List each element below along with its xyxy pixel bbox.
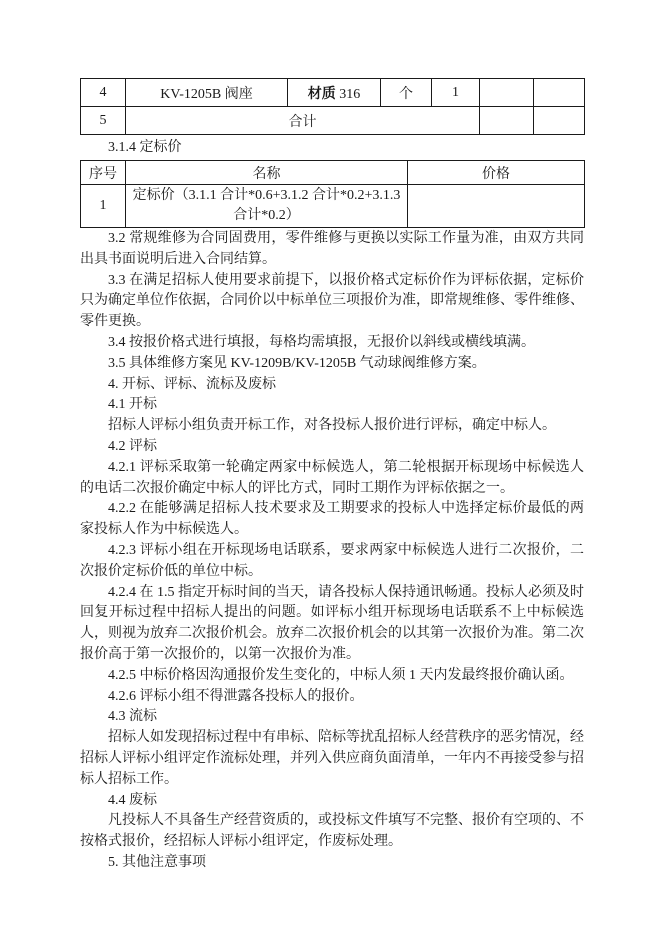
- fixed-price-table: [80, 160, 585, 228]
- paragraph-4-2-3: 4.2.3 评标小组在开标现场电话联系，要求两家中标候选人进行二次报价，二次报价定标价低的单位中标。: [80, 542, 584, 579]
- price-header-seq: 序号: [81, 161, 126, 185]
- document-content: [80, 78, 584, 874]
- heading-5: 5. 其他注意事项: [108, 854, 206, 870]
- heading-4: 4. 开标、评标、流标及废标: [108, 376, 276, 392]
- body-text: [80, 229, 584, 874]
- heading-4-1: 4.1 开标: [108, 397, 157, 413]
- price-header-name: 名称: [126, 161, 408, 185]
- total-seq: 5: [81, 107, 126, 135]
- items-table-row-4: [81, 79, 585, 107]
- total-price-cell-empty: [480, 107, 534, 135]
- paragraph-3-2: 3.2 常规维修为合同固费用，零件维修与更换以实际工作量为准，由双方共同出具书面说明后进入合同结算。: [80, 231, 584, 267]
- total-sum-cell-empty: [534, 107, 585, 135]
- paragraph-4-2-6: 4.2.6 评标小组不得泄露各投标人的报价。: [108, 688, 364, 704]
- price-row-formula: 定标价（3.1.1 合计*0.6+3.1.2 合计*0.2+3.1.3 合计*0.2）: [126, 185, 408, 228]
- items-table: [80, 78, 585, 135]
- heading-3-1-4: 3.1.4 定标价: [108, 140, 182, 155]
- heading-4-2: 4.2 评标: [108, 438, 157, 454]
- paragraph-3-4: 3.4 按报价格式进行填报，每格均需填报，无报价以斜线或横线填满。: [108, 334, 535, 350]
- item-total-cell-empty: [534, 79, 585, 107]
- paragraph-3-3: 3.3 在满足招标人使用要求前提下，以报价格式定标价作为评标依据，定标价只为确定单位作依据，合同价以中标单位三项报价为准，即常规维修、零件维修、零件更换。: [80, 272, 584, 330]
- items-table-row-total: [81, 107, 585, 135]
- item-spec-label: 材质: [307, 84, 336, 101]
- heading-4-3: 4.3 流标: [108, 709, 157, 725]
- paragraph-3-5: 3.5 具体维修方案见 KV-1209B/KV-1205B 气动球阀维修方案。: [108, 355, 486, 371]
- paragraph-4-2-4: 4.2.4 在 1.5 指定开标时间的当天，请各投标人保持通讯畅通。投标人必须及时回复开标过程中招标人提出的问题。如评标小组开标现场电话联系不上中标候选人，则视为放弃二次报价机会。放弃二次报价机会的以其第一次报价为准。第二次报价高于第一次报价的，以第一次报价为准。: [80, 584, 584, 662]
- total-label-cell: 合计: [126, 107, 480, 135]
- item-qty: 1: [432, 79, 480, 107]
- paragraph-4-4: 凡投标人不具备生产经营资质的，或投标文件填写不完整、报价有空项的、不按格式报价，经招标人评标小组评定，作废标处理。: [80, 813, 584, 850]
- paragraph-4-2-1: 4.2.1 评标采取第一轮确定两家中标候选人，第二轮根据开标现场中标候选人的电话二次报价确定中标人的评比方式，同时工期作为评标依据之一。: [80, 459, 584, 496]
- item-spec-value: 316: [339, 86, 361, 102]
- price-table-row-1: [81, 185, 585, 228]
- item-price-cell-empty: [480, 79, 534, 107]
- item-spec: [288, 79, 381, 107]
- paragraph-4-2-2: 4.2.2 在能够满足招标人技术要求及工期要求的投标人中选择定标价最低的两家投标人作为中标候选人。: [80, 501, 584, 538]
- item-name: KV-1205B 阀座: [126, 79, 288, 107]
- price-table-header-row: [81, 161, 585, 185]
- paragraph-4-3: 招标人如发现招标过程中有串标、陪标等扰乱招标人经营秩序的恶劣情况，经招标人评标小组评定作流标处理，并列入供应商负面清单，一年内不再接受参与招标人招标工作。: [80, 730, 584, 787]
- item-seq: 4: [81, 79, 126, 107]
- item-unit: 个: [381, 79, 432, 107]
- price-row-seq: 1: [81, 185, 126, 228]
- price-header-price: 价格: [408, 161, 585, 185]
- paragraph-4-2-5: 4.2.5 中标价格因沟通报价发生变化的，中标人须 1 天内发最终报价确认函。: [108, 667, 574, 683]
- paragraph-4-1: 招标人评标小组负责开标工作，对各投标人报价进行评标，确定中标人。: [108, 418, 556, 434]
- price-row-price-empty: [408, 185, 585, 228]
- heading-4-4: 4.4 废标: [108, 792, 157, 808]
